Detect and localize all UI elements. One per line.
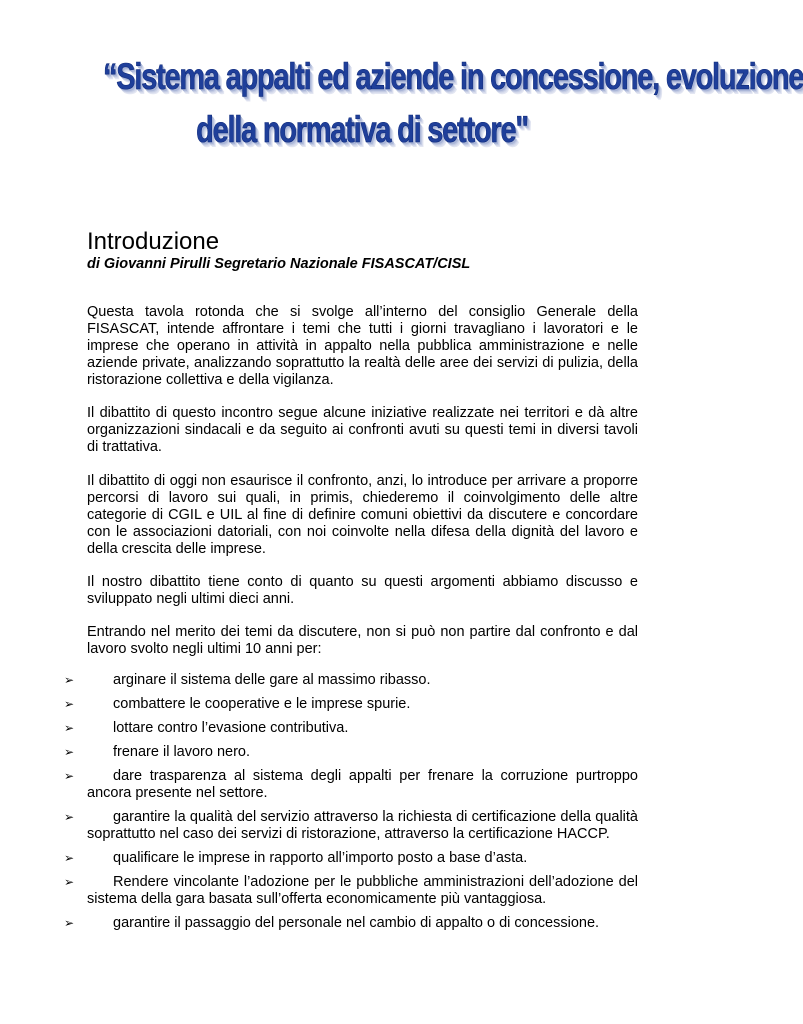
author-line: di Giovanni Pirulli Segretario Nazionale FISASCAT/CISL [87, 256, 471, 272]
title-line-1: “Sistema appalti ed aziende in concessione, evoluzione [103, 56, 803, 97]
title-line-2: della normativa di settore" [196, 109, 528, 150]
list-item [0, 672, 638, 689]
list-item [0, 915, 638, 932]
paragraph-4: Il nostro dibattito tiene conto di quanto su questi argomenti abbiamo discusso e sviluppato negli ultimi dieci anni. [87, 574, 638, 607]
paragraph-2: Il dibattito di questo incontro segue alcune iniziative realizzate nei territori e dà altre organizzazioni sindacali e da seguito ai confronti avuti su questi temi in diversi tavoli di trattativa. [87, 405, 638, 455]
list-item [0, 744, 638, 761]
list-item-text: lottare contro l’evasione contributiva. [113, 720, 349, 736]
arrow-bullet-icon: ➢ [64, 851, 75, 865]
list-item [0, 720, 638, 737]
list-item-text: combattere le cooperative e le imprese spurie. [113, 696, 411, 712]
document-title [103, 50, 803, 156]
list-item-text: frenare il lavoro nero. [113, 744, 251, 760]
arrow-bullet-icon: ➢ [64, 697, 75, 711]
arrow-bullet-icon: ➢ [64, 769, 75, 783]
list-item-text: garantire il passaggio del personale nel cambio di appalto o di concessione. [113, 915, 600, 931]
list-item-text: qualificare le imprese in rapporto all’importo posto a base d’asta. [113, 850, 528, 866]
arrow-bullet-icon: ➢ [64, 875, 75, 889]
arrow-bullet-icon: ➢ [64, 745, 75, 759]
list-item [0, 850, 638, 867]
list-item-text: arginare il sistema delle gare al massimo ribasso. [113, 672, 431, 688]
list-item [0, 768, 638, 802]
arrow-bullet-icon: ➢ [64, 673, 75, 687]
bullet-list [0, 672, 724, 939]
arrow-bullet-icon: ➢ [64, 810, 75, 824]
list-item [0, 696, 638, 713]
arrow-bullet-icon: ➢ [64, 916, 75, 930]
list-item-text: garantire la qualità del servizio attraverso la richiesta di certificazione della qualità soprattutto nel caso dei servizi di ristorazione, attraverso la certificazione HACCP. [87, 809, 638, 842]
list-item [0, 809, 638, 843]
paragraph-1: Questa tavola rotonda che si svolge all’interno del consiglio Generale della FISASCAT, intende affrontare i temi che tutti i giorni travagliano i lavoratori e le imprese che operano in attività in appalto nella pubblica amministrazione e nelle aziende private, analizzando soprattutto la realtà delle aree dei servizi di pulizia, della ristorazione collettiva e della vigilanza. [87, 304, 638, 388]
paragraph-5: Entrando nel merito dei temi da discutere, non si può non partire dal confronto e dal lavoro svolto negli ultimi 10 anni per: [87, 624, 638, 657]
list-item [0, 874, 638, 908]
arrow-bullet-icon: ➢ [64, 721, 75, 735]
section-heading: Introduzione [87, 228, 220, 255]
list-item-text: dare trasparenza al sistema degli appalti per frenare la corruzione purtroppo ancora presente nel settore. [87, 768, 638, 801]
list-item-text: Rendere vincolante l’adozione per le pubbliche amministrazioni dell’adozione del sistema della gara basata sull’offerta economicamente più vantaggiosa. [87, 874, 638, 907]
paragraph-3: Il dibattito di oggi non esaurisce il confronto, anzi, lo introduce per arrivare a proporre percorsi di lavoro sui quali, in primis, chiederemo il coinvolgimento delle altre categorie di CGIL e UIL al fine di definire comuni obiettivi da discutere e concordare con le associazioni datoriali, con noi coinvolte nella difesa della dignità del lavoro e della crescita delle imprese. [87, 473, 638, 557]
